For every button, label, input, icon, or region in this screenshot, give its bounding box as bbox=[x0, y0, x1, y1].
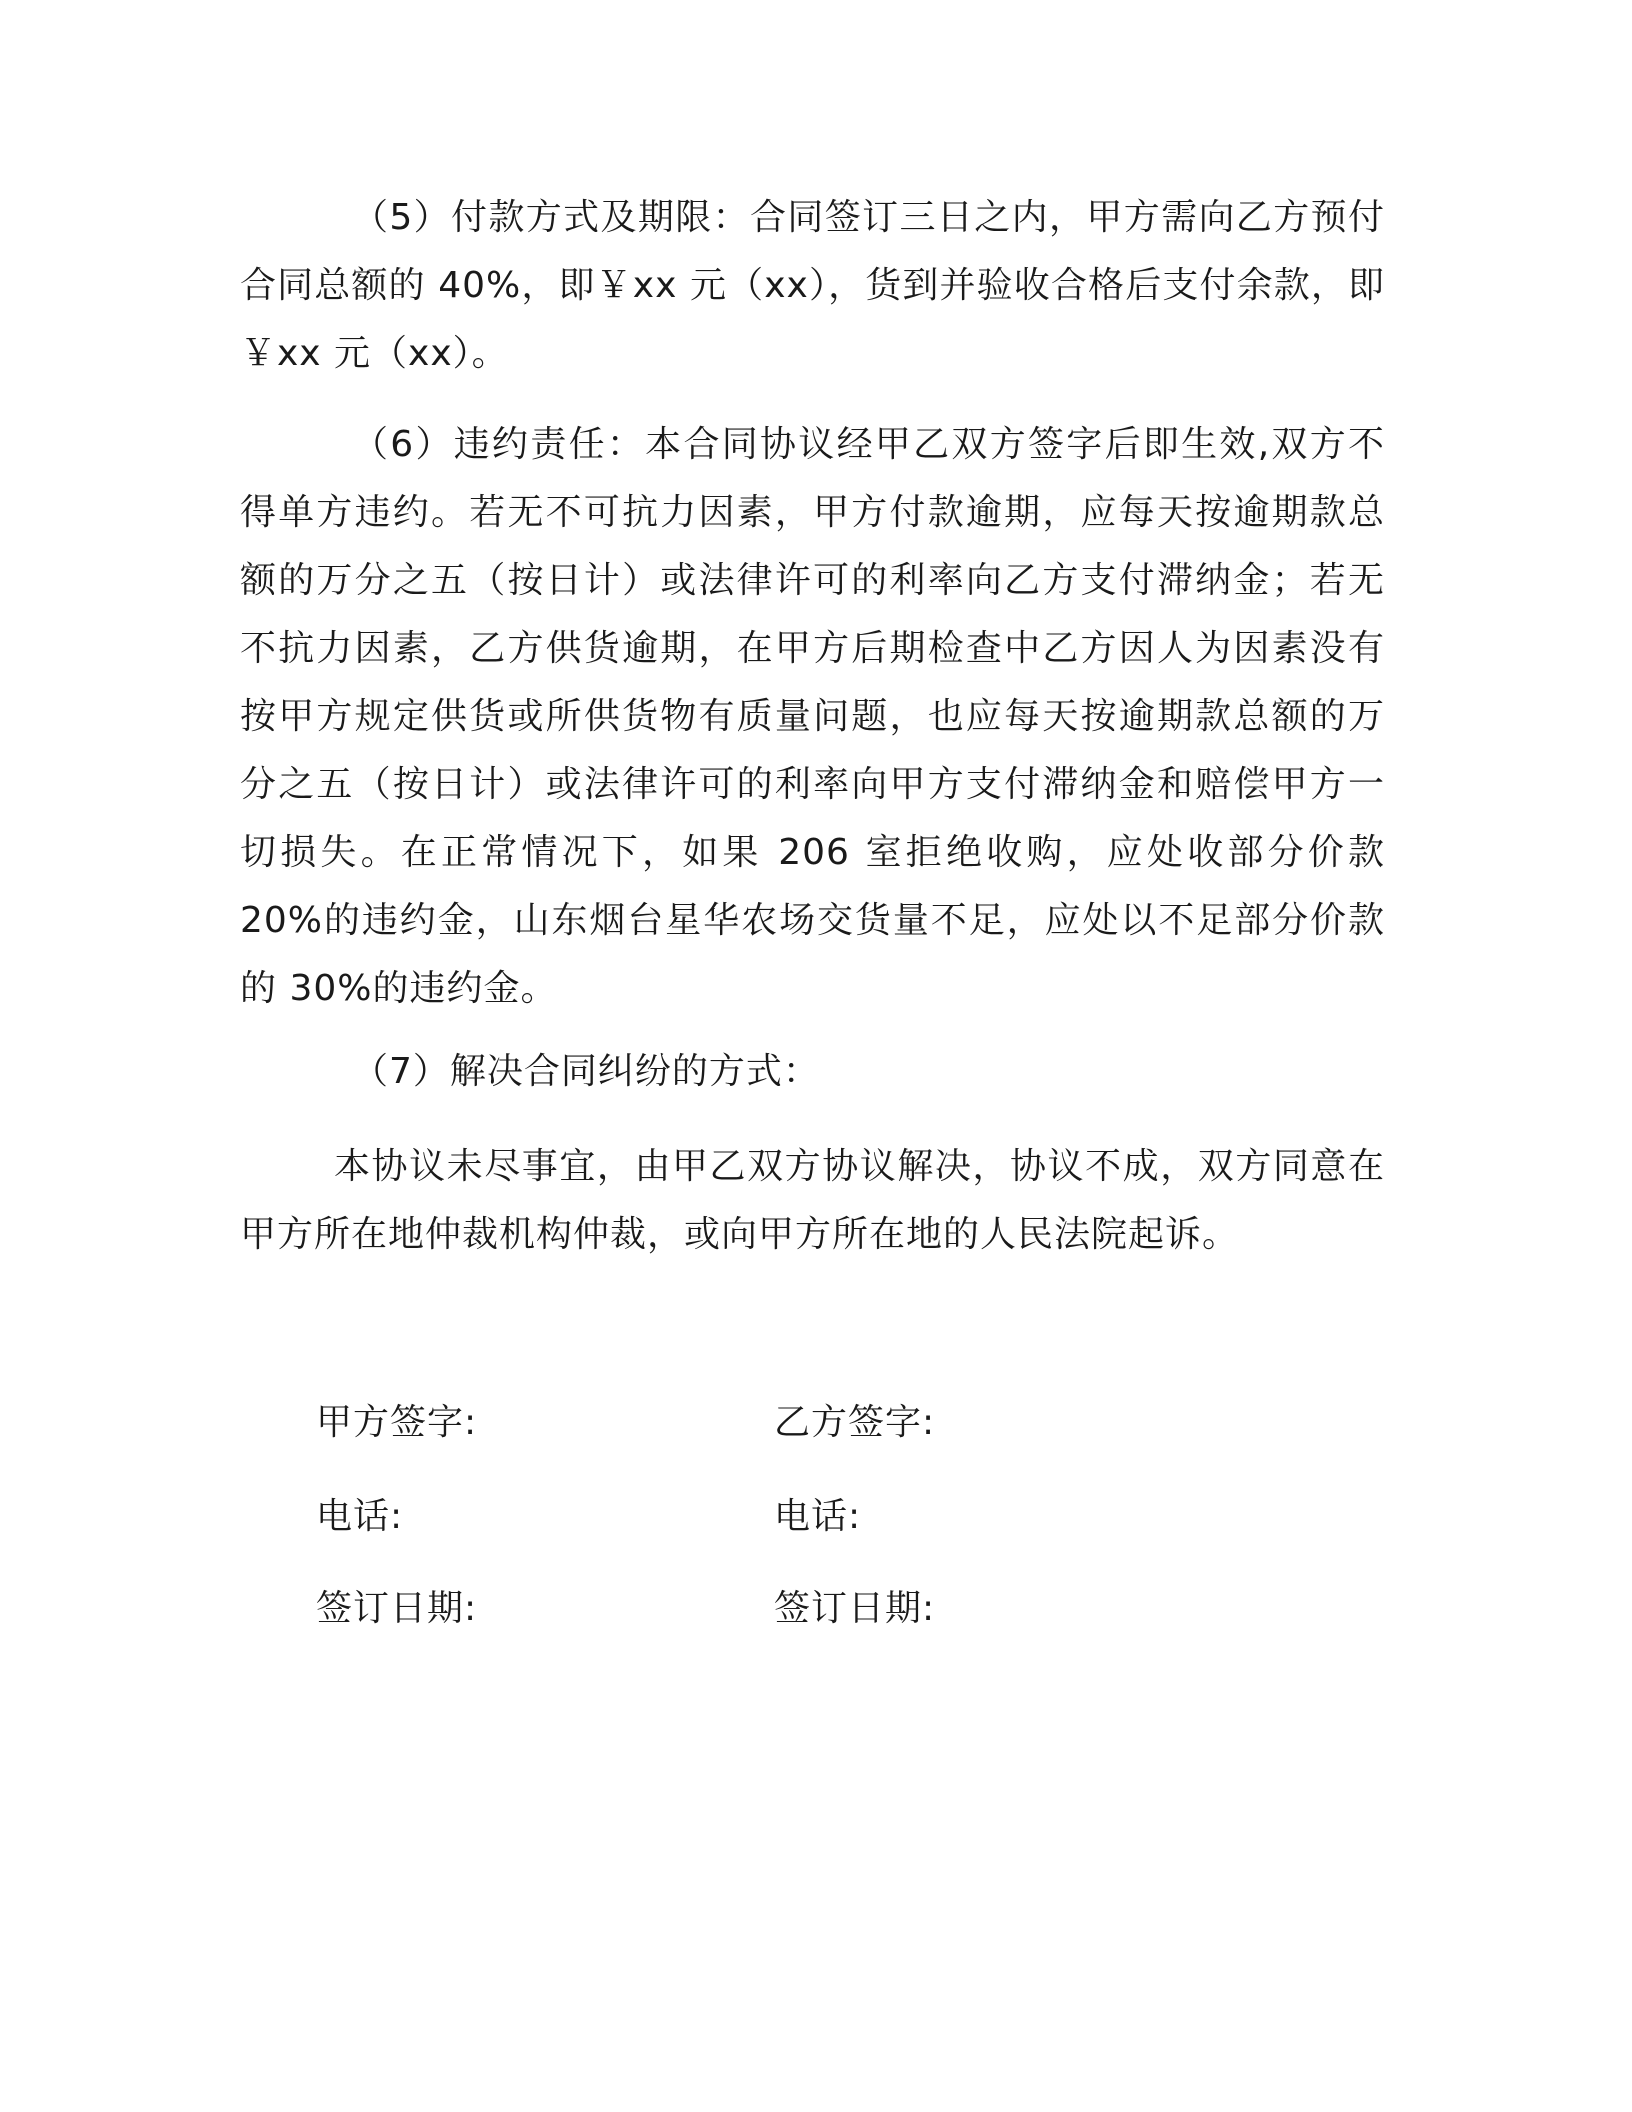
party-a-phone-label: 电话: bbox=[316, 1496, 404, 1537]
phone-row bbox=[0, 1488, 1632, 1548]
party-b-phone-label: 电话: bbox=[774, 1496, 862, 1537]
clause-5-payment-terms: （5）付款方式及期限：合同签订三日之内，甲方需向乙方预付合同总额的 40%，即￥xx 元（xx），货到并验收合格后支付余款，即￥xx 元（xx）。 bbox=[240, 197, 1385, 374]
party-a-date-label: 签订日期: bbox=[316, 1588, 478, 1629]
party-a-signature-label: 甲方签字: bbox=[316, 1402, 478, 1443]
clause-7-dispute-resolution: 本协议未尽事宜，由甲乙双方协议解决，协议不成，双方同意在甲方所在地仲裁机构仲裁，或向甲方所在地的人民法院起诉。 bbox=[240, 1146, 1385, 1255]
clause-7-dispute-heading: （7）解决合同纠纷的方式： bbox=[352, 1051, 820, 1092]
date-row bbox=[0, 1580, 1632, 1640]
clause-6-breach-liability: （6）违约责任：本合同协议经甲乙双方签字后即生效,双方不得单方违约。若无不可抗力因素，甲方付款逾期，应每天按逾期款总额的万分之五（按日计）或法律许可的利率向乙方支付滞纳金；若无不抗力因素，乙方供货逾期，在甲方后期检查中乙方因人为因素没有按甲方规定供货或所供货物有质量问题，也应每天按逾期款总额的万分之五（按日计）或法律许可的利率向甲方支付滞纳金和赔偿甲方一切损失。在正常情况下，如果 206 室拒绝收购，应处收部分价款 20%的违约金，山东烟台星华农场交货量不足，应处以不足部分价款的 30%的违约金。 bbox=[240, 424, 1385, 1009]
party-b-signature-label: 乙方签字: bbox=[774, 1402, 936, 1443]
signature-row bbox=[0, 1394, 1632, 1454]
party-b-date-label: 签订日期: bbox=[774, 1588, 936, 1629]
